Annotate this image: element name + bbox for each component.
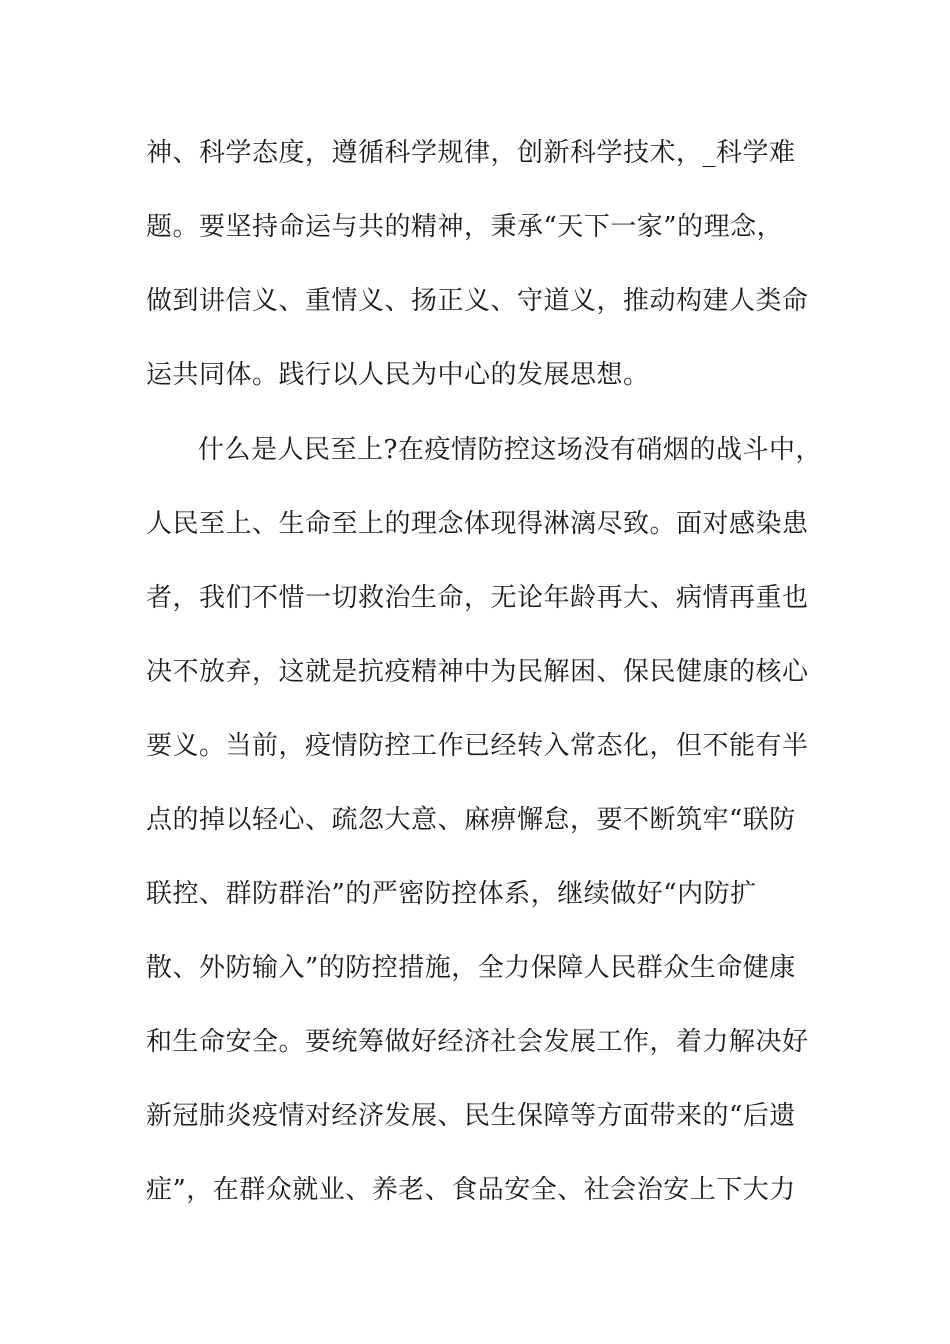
text-line: 决不放弃，这就是抗疫精神中为民解困、保民健康的核心 bbox=[146, 657, 809, 687]
text-line: 和生命安全。要统筹做好经济社会发展工作，着力解决好 bbox=[146, 1027, 809, 1057]
text-line: 做到讲信义、重情义、扬正义、守道义，推动构建人类命 bbox=[146, 286, 809, 316]
text-line: 题。要坚持命运与共的精神，秉承“天下一家”的理念， bbox=[146, 212, 784, 242]
text-line: 运共同体。践行以人民为中心的发展思想。 bbox=[146, 360, 650, 390]
text-line: 症”，在群众就业、养老、食品安全、社会治安上下大力 bbox=[146, 1175, 796, 1205]
text-line: 联控、群防群治”的严密防控体系，继续做好“内防扩 bbox=[146, 879, 757, 909]
text-line: 要义。当前，疫情防控工作已经转入常态化，但不能有半 bbox=[146, 731, 809, 761]
paragraph-first-line: 什么是人民至上?在疫情防控这场没有硝烟的战斗中， bbox=[198, 435, 822, 465]
text-line: 者，我们不惜一切救治生命，无论年龄再大、病情再重也 bbox=[146, 583, 809, 613]
text-line: 神、科学态度，遵循科学规律，创新科学技术，_科学难 bbox=[146, 138, 796, 168]
text-line: 散、外防输入”的防控措施，全力保障人民群众生命健康 bbox=[146, 953, 796, 983]
text-line: 点的掉以轻心、疏忽大意、麻痹懈怠，要不断筑牢“联防 bbox=[146, 805, 796, 835]
text-line: 人民至上、生命至上的理念体现得淋漓尽致。面对感染患 bbox=[146, 509, 809, 539]
text-line: 新冠肺炎疫情对经济发展、民生保障等方面带来的“后遗 bbox=[146, 1101, 796, 1131]
